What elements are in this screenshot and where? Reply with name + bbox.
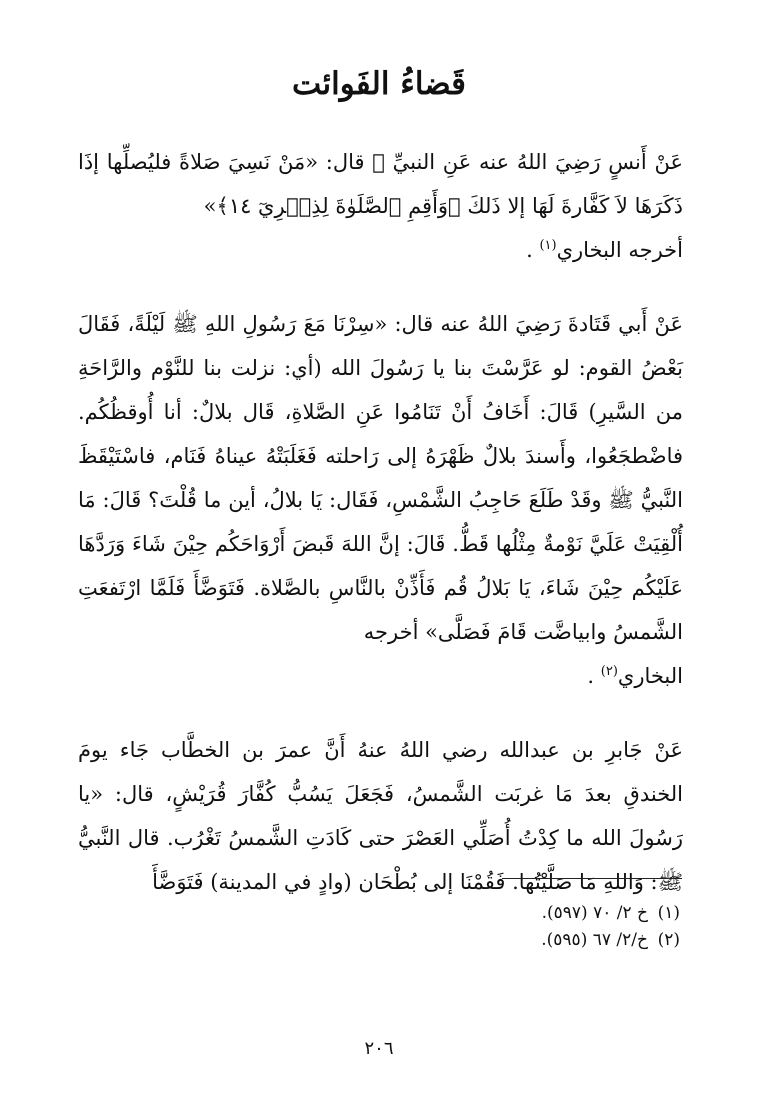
- reference-line: [78, 228, 683, 272]
- reference-end: .: [587, 664, 595, 688]
- footnote-number: (٢): [657, 930, 680, 950]
- main-text: [78, 140, 683, 934]
- paragraph-2: [78, 302, 683, 698]
- paragraph-text: عَنْ أَنسٍ رَضِيَ اللهُ عنه عَنِ النبيِّ ﷺ قال: «مَنْ نَسِيَ صَلاةً فليُصلِّها إذَا ذَكَرَهَا لاَ كَفَّارةَ لَهَا إلا ذَلكَ ﴿وَأَقِمِ ٱلصَّلَوٰةَ لِذِكۡرِيٓ ١٤﴾»: [78, 150, 683, 218]
- reference-line: [78, 654, 683, 698]
- footnotes: [280, 900, 680, 954]
- footnote-marker: (٢): [600, 664, 618, 679]
- paragraph-text: عَنْ جَابرِ بن عبدالله رضي اللهُ عنهُ أَنَّ عمرَ بن الخطَّاب جَاء يومَ الخندقِ بعدَ مَا غربَت الشَّمسُ، فَجَعَلَ يَسُبُّ كُفَّارَ قُرَيْشٍ، قال: «يا رَسُولَ الله ما كِدْتُ أُصَلِّي العَصْرَ حتى كَادَتِ الشَّمسُ تَغْرُب. قال النَّبيُّ ﷺ: وَاللهِ مَا صَلَّيْتُها. فَقُمْنَا إلى بُطْحَان (وادٍ في المدينة) فَتَوَضَّأَ: [78, 738, 683, 894]
- reference-text: أخرجه البخاري: [556, 238, 683, 262]
- footnote-marker: (١): [539, 238, 557, 253]
- page-title: قَضاءُ الفَوائت: [292, 66, 466, 102]
- page-number: ٢٠٦: [364, 1038, 394, 1059]
- footnote-item: [280, 927, 680, 954]
- footnote-number: (١): [657, 903, 680, 923]
- reference-end: .: [526, 238, 533, 262]
- footnote-divider: [502, 878, 682, 879]
- reference-text: البخاري: [617, 664, 683, 688]
- paragraph-text: عَنْ أَبي قَتَادةَ رَضِيَ اللهُ عنه قال: «سِرْنَا مَعَ رَسُولِ اللهِ ﷺ لَيْلَةً، فَقَالَ بَعْضُ القوم: لو عَرَّسْتَ بنا يا رَسُولَ الله (أي: نزلت بنا للنَّوْم والرَّاحَةِ من السَّيرِ) قَالَ: أَخَافُ أَنْ تَنَامُوا عَنِ الصَّلاةِ، قَال بلالٌ: أنا أُوقظُكُم. فاضْطجَعُوا، وأَسندَ بلالٌ ظَهْرَهُ إلى رَاحلته فَغَلَبَتْهُ عيناهُ فَنَام، فاسْتَيْقَظَ النَّبيُّ ﷺ وقَدْ طَلَعَ حَاجِبُ الشَّمْسِ، فَقَال: يَا بلالُ، أين ما قُلْتَ؟ قَالَ: مَا أُلْقِيَتْ عَلَيَّ نَوْمةٌ مِثْلُها قَطُّ. قَالَ: إنَّ اللهَ قَبضَ أَرْوَاحَكُم حِيْنَ شَاءَ وَرَدَّهَا عَلَيْكُم حِيْنَ شَاءَ، يَا بَلالُ قُم فَأَذِّنْ بالنَّاسِ بالصَّلاة. فَتَوَضَّأَ فَلَمَّا ارْتَفعَتِ الشَّمسُ وابياضَّت قَامَ فَصَلَّى» أخرجه: [78, 312, 683, 644]
- paragraph-1: [78, 140, 683, 272]
- footnote-text: خ/٢/ ٦٧ (٥٩٥).: [541, 930, 648, 950]
- footnote-text: خ ٢/ ٧٠ (٥٩٧).: [541, 903, 648, 923]
- footnote-item: [280, 900, 680, 927]
